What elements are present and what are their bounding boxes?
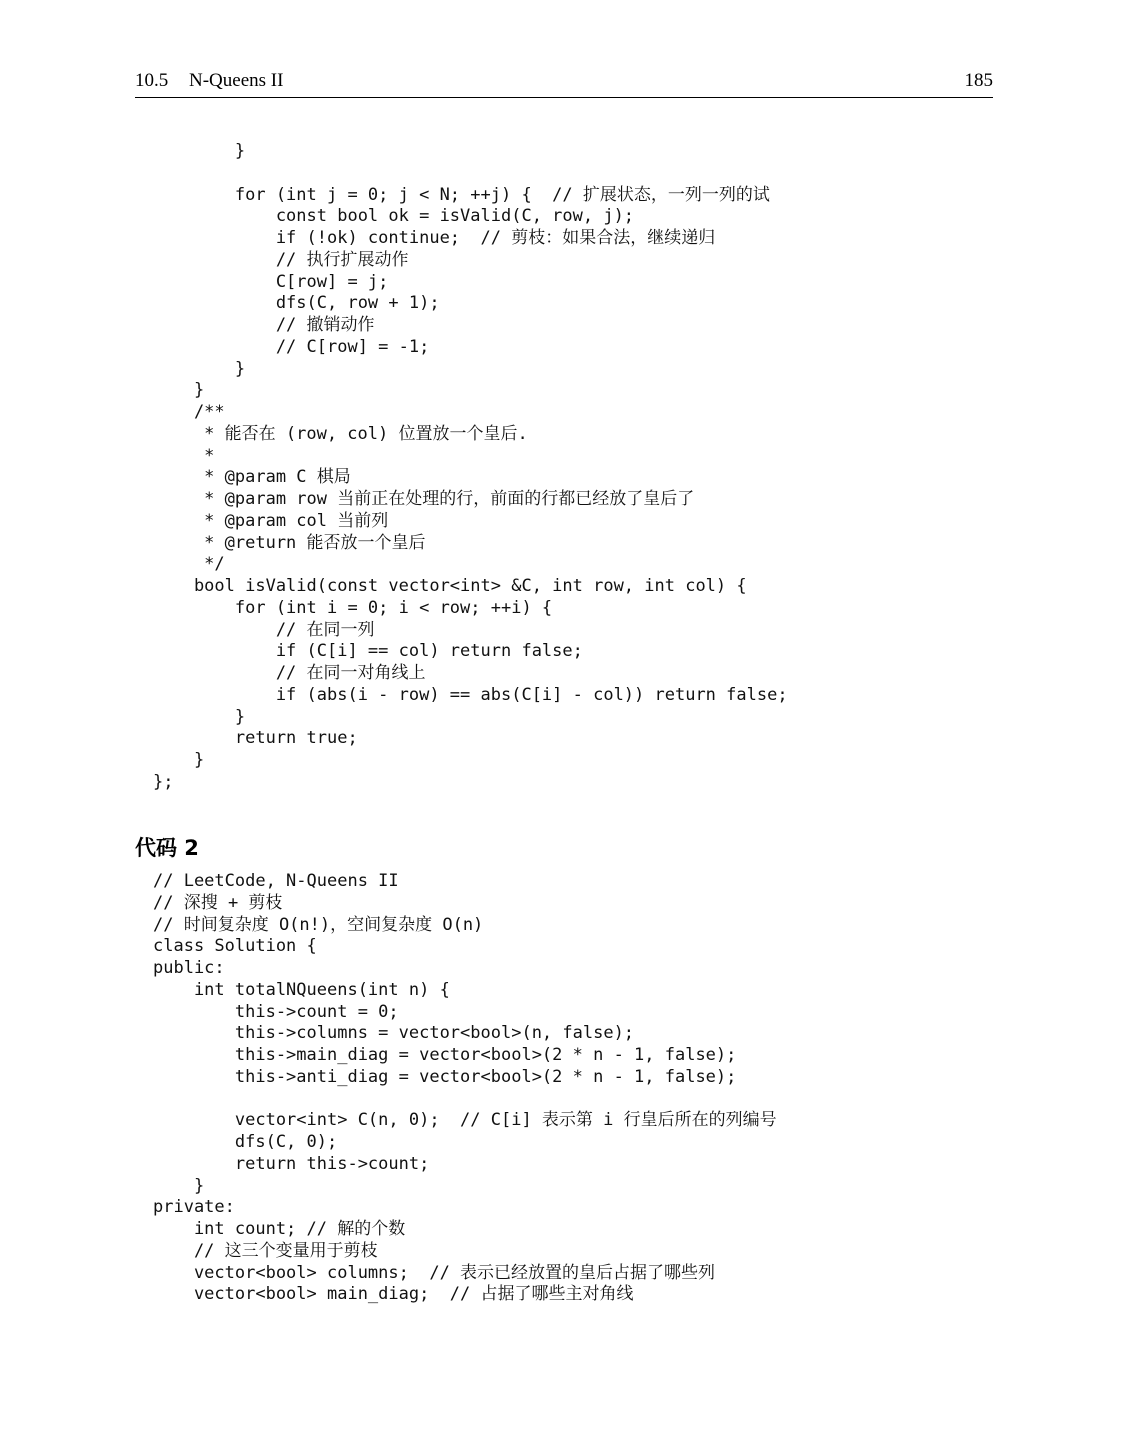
code-line: // LeetCode, N-Queens II (153, 871, 399, 891)
code-line: vector<bool> main_diag; // 占据了哪些主对角线 (153, 1284, 634, 1305)
code-line: * @param col 当前列 (153, 510, 389, 531)
code-line: } (153, 706, 246, 727)
code-line: this->count = 0; (153, 1001, 399, 1022)
code-line: if (abs(i - row) == abs(C[i] - col)) return false; (153, 684, 788, 705)
code-line: // 时间复杂度 O(n!)，空间复杂度 O(n) (153, 914, 484, 935)
code-line: if (C[i] == col) return false; (153, 641, 583, 662)
code-line (153, 163, 788, 185)
page-number: 185 (964, 70, 993, 91)
code-line: return this->count; (153, 1153, 430, 1174)
code-line: for (int j = 0; j < N; ++j) { // 扩展状态，一列一列的试 (153, 184, 770, 205)
code-line: this->main_diag = vector<bool>(2 * n - 1, false); (153, 1045, 737, 1065)
code-block-2 (153, 871, 777, 1306)
code-line: // 这三个变量用于剪枝 (153, 1240, 378, 1261)
code-line: int count; // 解的个数 (153, 1219, 406, 1239)
section-title: N-Queens II (189, 70, 284, 91)
code-line: bool isValid(const vector<int> &C, int row, int col) { (153, 576, 747, 596)
code-line: this->columns = vector<bool>(n, false); (153, 1023, 635, 1044)
code-line: }; (153, 771, 174, 792)
code-line: // 深搜 + 剪枝 (153, 892, 283, 913)
code-line: } (153, 358, 246, 379)
code-line: class Solution { (153, 936, 317, 957)
code-line: * (153, 445, 215, 466)
code-line: // 撤销动作 (153, 315, 375, 335)
code-line: // C[row] = -1; (153, 336, 430, 357)
code-line: dfs(C, 0); (153, 1132, 338, 1152)
code-line: return true; (153, 728, 358, 749)
code-line (153, 1089, 777, 1111)
code-line: /** (153, 402, 225, 422)
code-line: */ (153, 554, 225, 575)
code-line: public: (153, 958, 225, 978)
code-line: * @param C 棋局 (153, 467, 351, 488)
code-line: * 能否在 (row, col) 位置放一个皇后. (153, 423, 528, 444)
section-heading: 代码 2 (135, 836, 199, 860)
code-line: dfs(C, row + 1); (153, 293, 440, 314)
code-line: // 在同一对角线上 (153, 663, 426, 683)
code-line: * @param row 当前正在处理的行，前面的行都已经放了皇后了 (153, 489, 695, 509)
code-line: for (int i = 0; i < row; ++i) { (153, 597, 553, 618)
section-number: 10.5 (135, 70, 169, 91)
code-line: * @return 能否放一个皇后 (153, 532, 426, 553)
code-block-1 (153, 141, 788, 794)
code-line: // 在同一列 (153, 619, 375, 640)
code-line: C[row] = j; (153, 271, 389, 292)
code-line: if (!ok) continue; // 剪枝：如果合法，继续递归 (153, 228, 716, 248)
code-line: } (153, 750, 205, 770)
code-line: } (153, 141, 246, 161)
code-line: const bool ok = isValid(C, row, j); (153, 206, 635, 227)
code-line: // 执行扩展动作 (153, 249, 409, 270)
code-line: int totalNQueens(int n) { (153, 979, 450, 1000)
code-line: vector<int> C(n, 0); // C[i] 表示第 i 行皇后所在的列编号 (153, 1110, 777, 1131)
code-line: vector<bool> columns; // 表示已经放置的皇后占据了哪些列 (153, 1262, 716, 1283)
code-line: this->anti_diag = vector<bool>(2 * n - 1, false); (153, 1066, 737, 1087)
code-line: private: (153, 1197, 235, 1218)
code-line: } (153, 1175, 205, 1196)
code-line: } (153, 380, 205, 401)
page-header (135, 68, 993, 98)
